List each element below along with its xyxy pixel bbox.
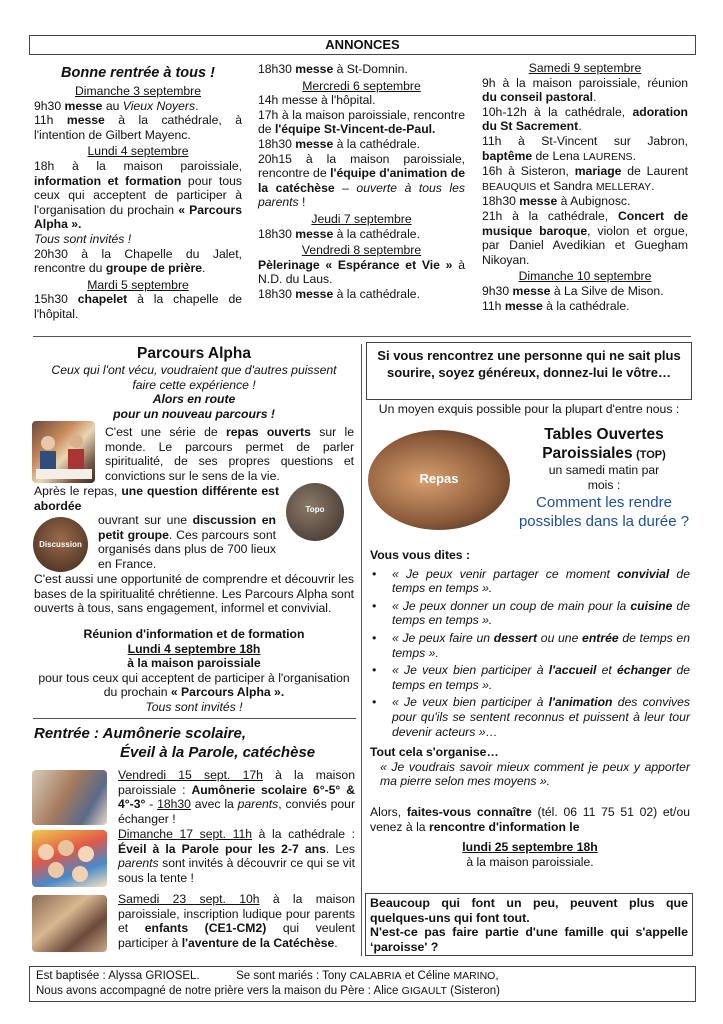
list-item: • « Je peux faire un dessert ou une entrée de temps en temps ». bbox=[370, 631, 690, 660]
event-line: 11h à St-Vincent sur Jabron, baptême de Lena LAURENS. bbox=[482, 133, 688, 163]
reunion-invite: Tous sont invités ! bbox=[145, 699, 243, 714]
organisation-quote: « Je voudrais savoir mieux comment je peux y apporter ma pierre selon mes moyens ». bbox=[380, 759, 690, 789]
event-line: Pèlerinage « Espérance et Vie » à N.D. du Laus. bbox=[258, 257, 465, 287]
event-line: 20h30 à la Chapelle du Jalet, rencontre du groupe de prière. bbox=[34, 246, 242, 276]
annonces-column-1 bbox=[34, 64, 242, 322]
topo-photo: Topo bbox=[286, 483, 344, 541]
welcome-title: Bonne rentrée à tous ! bbox=[61, 65, 215, 81]
children-photo bbox=[32, 830, 107, 887]
vous-dites-heading: Vous vous dites : bbox=[370, 548, 470, 562]
mariage-text: Se sont mariés : Tony CALABRIA et Céline MARINO, bbox=[236, 970, 499, 982]
annonces-header bbox=[29, 35, 696, 55]
reunion-place: à la maison paroissiale bbox=[127, 656, 261, 671]
list-item: • « Je veux bien participer à l'accueil et échanger de temps en temps ». bbox=[370, 663, 690, 692]
list-item: • « Je peux donner un coup de main pour la cuisine de temps en temps ». bbox=[370, 599, 690, 628]
top-title: Tables Ouvertes bbox=[544, 426, 664, 443]
alpha-meal-photo bbox=[32, 421, 95, 483]
event-catechese: Samedi 23 sept. 10h à la maison paroissiale, inscription ludique pour parents et enfants (CE1-CM2) qui veulent participer à l'aventure de la Catéchèse. bbox=[118, 892, 355, 950]
event-line: 15h30 chapelet à la chapelle de l'hôpital. bbox=[34, 292, 242, 321]
organisation-heading: Tout cela s'organise… bbox=[370, 745, 499, 760]
sourire-subtext: Un moyen exquis possible pour la plupart d'entre nous : bbox=[378, 402, 680, 416]
beaucoup-question: N'est-ce pas faire partie d'une famille qui s'appelle ‘paroisse' ? bbox=[370, 925, 688, 954]
alpha-title: Parcours Alpha bbox=[137, 345, 251, 362]
date-dimanche-3: Dimanche 3 septembre bbox=[75, 84, 201, 98]
alpha-reunion bbox=[34, 627, 354, 715]
repas-photo: Repas bbox=[368, 430, 510, 530]
event-line: 10h-12h à la cathédrale, adoration du St Sacrement. bbox=[482, 104, 688, 134]
event-line: 17h à la maison paroissiale, rencontre de l'équipe St-Vincent-de-Paul. bbox=[258, 107, 465, 137]
event-line: 11h messe à la cathédrale. bbox=[482, 298, 630, 313]
annonces-column-2 bbox=[258, 62, 465, 302]
children-icon bbox=[32, 830, 107, 887]
section-divider bbox=[33, 336, 691, 337]
event-line: 9h30 messe au Vieux Noyers. bbox=[34, 98, 199, 113]
aumonerie-photo bbox=[32, 770, 107, 825]
event-line: 18h30 messe à Aubignosc. bbox=[482, 194, 631, 209]
aumonerie-section bbox=[34, 724, 356, 762]
section-divider bbox=[33, 718, 356, 719]
alpha-paragraph-2b: ouvrant sur une discussion en petit groupe. Ces parcours sont organisés dans plus de 700 lieux en France. bbox=[98, 513, 276, 571]
date-lundi-4: Lundi 4 septembre bbox=[87, 144, 189, 159]
date-vendredi-8: Vendredi 8 septembre bbox=[301, 243, 422, 258]
event-line: 18h30 messe à la cathédrale. bbox=[258, 286, 420, 301]
event-line: 18h30 messe à la cathédrale. bbox=[258, 226, 420, 241]
aumonerie-title: Rentrée : Aumônerie scolaire, bbox=[34, 725, 247, 742]
meeting-place: à la maison paroissiale. bbox=[466, 854, 594, 869]
contact-text: Alors, faites-vous connaître (tél. 06 11 75 51 02) et/ou venez à la rencontre d'information le bbox=[370, 804, 691, 834]
footer-box bbox=[29, 966, 696, 1002]
annonces-title: ANNONCES bbox=[325, 37, 400, 52]
bapteme-text: Est baptisée : Alyssa GRIOSEL. bbox=[36, 970, 200, 982]
top-frequency: un samedi matin par mois : bbox=[548, 463, 660, 492]
footer-line bbox=[36, 969, 689, 984]
event-line: 20h15 à la maison paroissiale, rencontre de l'équipe d'animation de la catéchèse – ouverte à tous les parents ! bbox=[258, 151, 465, 210]
event-line: 9h à la maison paroissiale, réunion du conseil pastoral. bbox=[482, 75, 688, 105]
top-body bbox=[370, 548, 690, 869]
reunion-title: Réunion d'information et de formation bbox=[83, 627, 305, 641]
alpha-quote: Ceux qui l'ont vécu, voudraient que d'autres puissent faire cette expérience ! bbox=[51, 363, 337, 392]
alpha-subtitle: pour un nouveau parcours ! bbox=[113, 406, 275, 421]
catechese-photo bbox=[32, 895, 107, 952]
date-mercredi-6: Mercredi 6 septembre bbox=[302, 78, 421, 93]
meeting-date: lundi 25 septembre 18h bbox=[462, 840, 598, 855]
reunion-date: Lundi 4 septembre 18h bbox=[127, 641, 261, 656]
event-eveil: Dimanche 17 sept. 11h à la cathédrale : Éveil à la Parole pour les 2-7 ans. Les parents sont invités à découvrir ce qui se vit sous la tente ! bbox=[118, 827, 356, 885]
event-line: 9h30 messe à La Silve de Mison. bbox=[482, 283, 664, 298]
date-dimanche-10: Dimanche 10 septembre bbox=[518, 269, 652, 284]
list-item: • « Je peux venir partager ce moment convivial de temps en temps ». bbox=[370, 567, 690, 596]
parcours-alpha-section bbox=[33, 344, 355, 421]
alpha-subtitle: Alors en route bbox=[152, 392, 236, 407]
list-item: • « Je veux bien participer à l'animation des convives pour qu'ils se sentent reconnus et puissent à leur tour devenir acteurs »… bbox=[370, 695, 690, 739]
date-samedi-9: Samedi 9 septembre bbox=[528, 61, 642, 75]
event-line: 21h à la cathédrale, Concert de musique baroque, violon et orgue, par Daniel Avedikian et Guegham Nikoyan. bbox=[482, 208, 688, 267]
alpha-paragraph-2a: Après le repas, une question différente est abordée bbox=[34, 484, 280, 513]
event-line: Tous sont invités ! bbox=[34, 231, 132, 246]
event-line: 18h30 messe à la cathédrale. bbox=[258, 136, 420, 151]
aumonerie-title: Éveil à la Parole, catéchèse bbox=[120, 744, 316, 761]
reunion-text: pour tous ceux qui acceptent de participer à l'organisation du prochain « Parcours Alpha ». bbox=[38, 670, 350, 700]
event-line: 18h30 messe à St-Domnin. bbox=[258, 62, 408, 76]
column-divider bbox=[361, 344, 362, 956]
top-question: Comment les rendre possibles dans la durée ? bbox=[518, 494, 690, 531]
alpha-paragraph-1: C'est une série de repas ouverts sur le monde. Le parcours permet de parler spiritualité, de ses propres questions et convictions sur le sens de la vie. bbox=[105, 425, 354, 483]
event-line: 14h messe à l'hôpital. bbox=[258, 93, 376, 108]
date-mardi-5: Mardi 5 septembre bbox=[87, 277, 189, 292]
top-title-block bbox=[518, 425, 690, 531]
event-aumonerie: Vendredi 15 sept. 17h à la maison paroissiale : Aumônerie scolaire 6°-5° & 4°-3° - 18h30 avec la parents, conviés pour échanger ! bbox=[118, 768, 356, 826]
offer-list bbox=[370, 567, 690, 740]
date-jeudi-7: Jeudi 7 septembre bbox=[311, 211, 412, 226]
event-line: 18h à la maison paroissiale, information et formation pour tous ceux qui acceptent de participer à l'organisation du prochain « Parcours Alpha ». bbox=[34, 158, 242, 232]
deces-text: Nous avons accompagné de notre prière vers la maison du Père : Alice GIGAULT (Sisteron) bbox=[36, 985, 501, 997]
annonces-column-3 bbox=[482, 61, 688, 313]
event-line: 16h à Sisteron, mariage de Laurent BEAUQUIS et Sandra MELLERAY. bbox=[482, 164, 688, 193]
top-title: Paroissiales (TOP) bbox=[542, 445, 666, 462]
event-line: 11h messe à la cathédrale, à l'intention de Gilbert Mayenc. bbox=[34, 113, 242, 142]
sourire-box bbox=[366, 342, 692, 400]
alpha-paragraph-3: C'est aussi une opportunité de comprendre et découvrir les bases de la spiritualité chrétienne. Les Parcours Alpha sont ouverts à tous, sans engagement, informel et convivial. bbox=[34, 572, 354, 616]
discussion-photo: Discussion bbox=[33, 517, 88, 572]
meal-people-icon bbox=[32, 421, 95, 483]
beaucoup-box bbox=[365, 893, 693, 956]
beaucoup-text: Beaucoup qui font un peu, peuvent plus que quelques-uns qui font tout. bbox=[370, 896, 688, 925]
sourire-text: Si vous rencontrez une personne qui ne sait plus sourire, soyez généreux, donnez-lui le vôtre… bbox=[377, 348, 681, 380]
